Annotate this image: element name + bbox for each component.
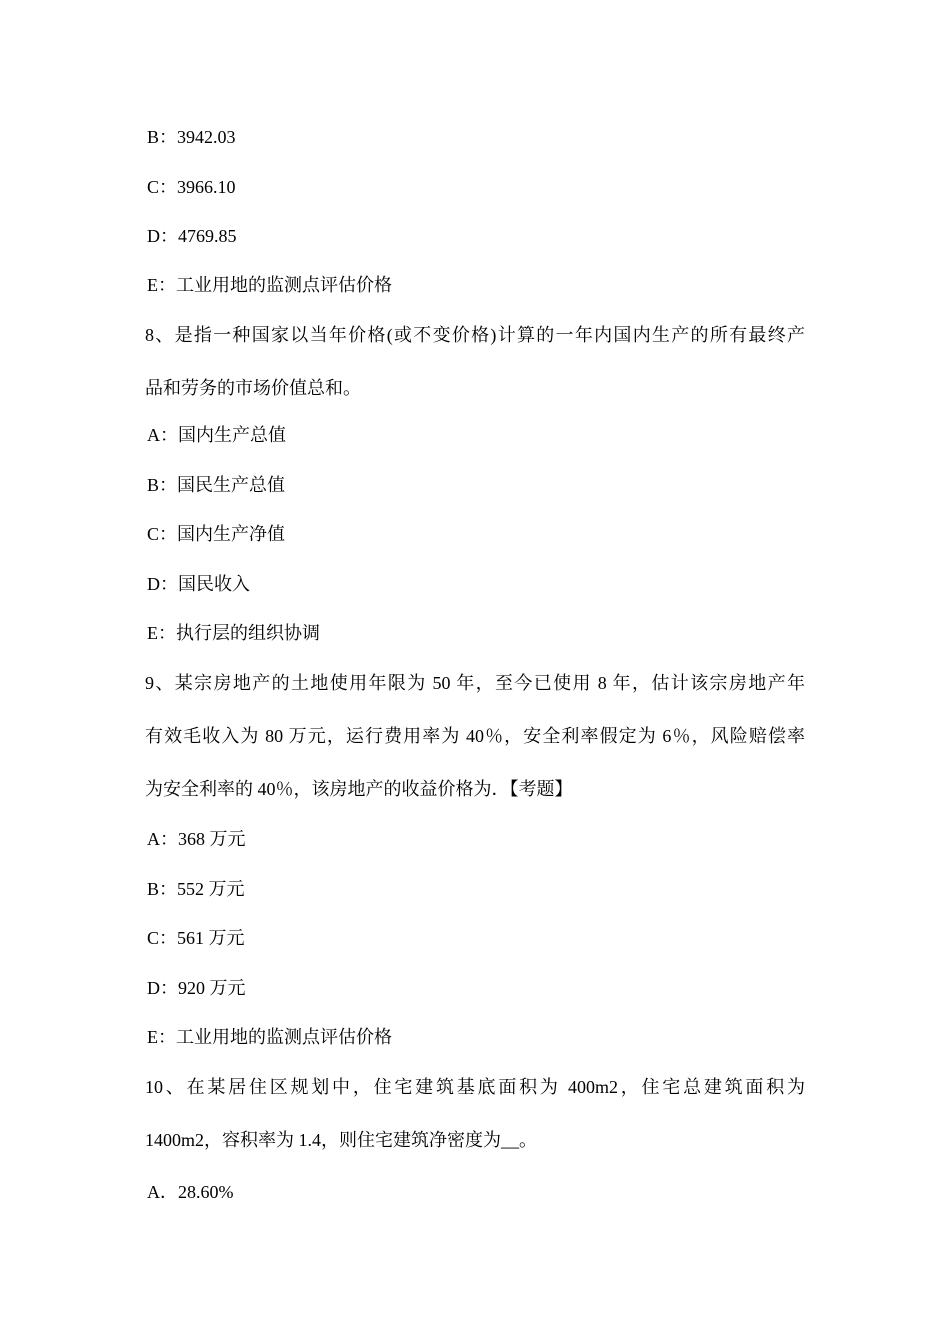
q8-option-c: C：国内生产净值 bbox=[147, 524, 286, 544]
q8-option-e: E：执行层的组织协调 bbox=[147, 623, 320, 643]
q9-option-a: A：368 万元 bbox=[147, 829, 246, 849]
q8-question-line-2: 品和劳务的市场价值总和。 bbox=[145, 378, 361, 398]
q9-option-c: C：561 万元 bbox=[147, 928, 245, 948]
q10-option-a: A．28.60% bbox=[147, 1182, 234, 1202]
q8-option-a: A：国内生产总值 bbox=[147, 425, 286, 445]
q7-option-b: B：3942.03 bbox=[147, 127, 236, 147]
q7-option-e: E：工业用地的监测点评估价格 bbox=[147, 275, 392, 295]
q9-question-line-1: 9、某宗房地产的土地使用年限为 50 年，至今已使用 8 年，估计该宗房地产年 bbox=[145, 673, 805, 693]
q9-option-d: D：920 万元 bbox=[147, 978, 246, 998]
q8-question-line-1: 8、是指一种国家以当年价格(或不变价格)计算的一年内国内生产的所有最终产 bbox=[145, 325, 805, 345]
q7-option-d: D：4769.85 bbox=[147, 226, 237, 246]
q8-option-d: D：国民收入 bbox=[147, 574, 250, 594]
q9-question-line-2: 有效毛收入为 80 万元，运行费用率为 40％，安全利率假定为 6％，风险赔偿率 bbox=[145, 726, 805, 746]
q9-option-e: E：工业用地的监测点评估价格 bbox=[147, 1027, 392, 1047]
q9-question-line-3: 为安全利率的 40％，该房地产的收益价格为．【考题】 bbox=[145, 779, 573, 799]
q7-option-c: C：3966.10 bbox=[147, 177, 236, 197]
q10-question-line-2: 1400m2，容积率为 1.4，则住宅建筑净密度为__。 bbox=[145, 1130, 537, 1150]
q8-option-b: B：国民生产总值 bbox=[147, 475, 286, 495]
q10-question-line-1: 10、在某居住区规划中，住宅建筑基底面积为 400m2，住宅总建筑面积为 bbox=[145, 1077, 805, 1097]
q9-option-b: B：552 万元 bbox=[147, 879, 245, 899]
